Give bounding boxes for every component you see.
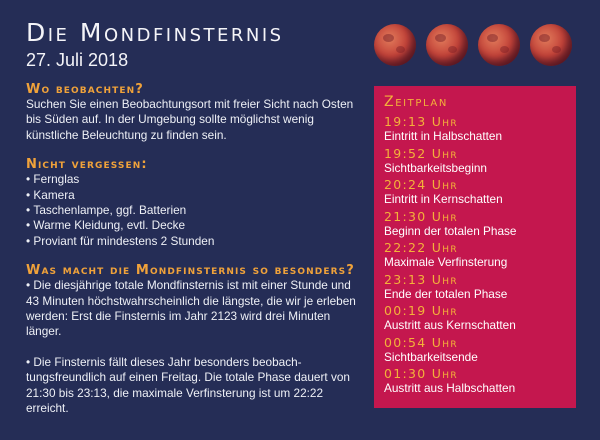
entry-time: 20:24 Uhr xyxy=(384,177,458,192)
entry-time: 23:13 Uhr xyxy=(384,271,458,287)
section-observe xyxy=(26,82,364,143)
section-text: • Die diesjährige totale Mondfinsternis ist mit einer Stunde und 43 Minuten höchstwahrscheinlich die längste, die wir je erleben werden: Erst die Finsternis im Jahr 2123 wird drei Minuten länger. xyxy=(26,278,356,339)
section-heading: Wo beobachten? xyxy=(26,82,144,97)
entry-event: Ende der totalen Phase xyxy=(384,286,508,301)
info-column xyxy=(26,82,364,417)
schedule-entry xyxy=(384,209,517,241)
event-date: 27. Juli 2018 xyxy=(26,50,129,70)
schedule-entry xyxy=(384,366,517,398)
list-item: • Proviant für mindestens 2 Stunden xyxy=(26,234,364,249)
schedule-entry xyxy=(384,114,517,146)
checklist xyxy=(26,172,364,249)
entry-event: Austritt aus Halbschatten xyxy=(384,381,516,395)
schedule-panel xyxy=(374,86,576,408)
schedule-entry xyxy=(384,335,517,367)
list-item: • Fernglas xyxy=(26,172,364,187)
list-item: • Taschenlampe, ggf. Batterien xyxy=(26,203,364,218)
section-heading: Nicht vergessen: xyxy=(26,157,148,173)
entry-time: 19:13 Uhr xyxy=(384,114,458,129)
schedule-list xyxy=(384,114,517,398)
page-title: Die Mondfinsternis xyxy=(26,18,284,47)
schedule-entry xyxy=(384,303,517,335)
section-text: Suchen Sie einen Beobachtungsort mit freier Sicht nach Osten bis Süden auf. In der Umgebung sollte möglichst wenig künstliche Beleuchtung zu finden sein. xyxy=(26,97,354,142)
entry-event: Sichtbarkeitsende xyxy=(384,349,478,364)
section-text: • Die Finsternis fällt dieses Jahr besonders beobachtungsfreundlich auf einen Freitag. Die totale Phase dauert von 21:30 bis 23:13, die maximale Verfinsterung ist um 22:22 erreicht. xyxy=(26,354,350,416)
section-heading: Was macht die Mondfinsternis so besonders? xyxy=(26,263,355,279)
schedule-entry xyxy=(384,146,517,178)
entry-time: 22:22 Uhr xyxy=(384,240,458,255)
moon-icon xyxy=(478,24,520,66)
entry-event: Maximale Verfinsterung xyxy=(384,255,508,269)
entry-event: Beginn der totalen Phase xyxy=(384,223,517,238)
schedule-entry xyxy=(384,240,517,272)
moon-icon xyxy=(426,24,468,66)
schedule-entry xyxy=(384,272,517,304)
moon-icon xyxy=(374,24,416,66)
entry-event: Austritt aus Kernschatten xyxy=(384,318,516,332)
section-remember xyxy=(26,157,364,249)
entry-event: Eintritt in Halbschatten xyxy=(384,129,503,143)
entry-event: Eintritt in Kernschatten xyxy=(384,192,503,206)
entry-time: 21:30 Uhr xyxy=(384,208,458,224)
moon-icon xyxy=(530,24,572,66)
entry-time: 19:52 Uhr xyxy=(384,145,458,161)
schedule-title: Zeitplan xyxy=(384,94,448,110)
entry-time: 01:30 Uhr xyxy=(384,366,458,381)
section-special xyxy=(26,263,364,416)
list-item: • Warme Kleidung, evtl. Decke xyxy=(26,218,364,233)
entry-event: Sichtbarkeitsbeginn xyxy=(384,160,487,175)
schedule-entry xyxy=(384,177,517,209)
entry-time: 00:19 Uhr xyxy=(384,303,458,318)
entry-time: 00:54 Uhr xyxy=(384,334,458,350)
list-item: • Kamera xyxy=(26,188,364,203)
